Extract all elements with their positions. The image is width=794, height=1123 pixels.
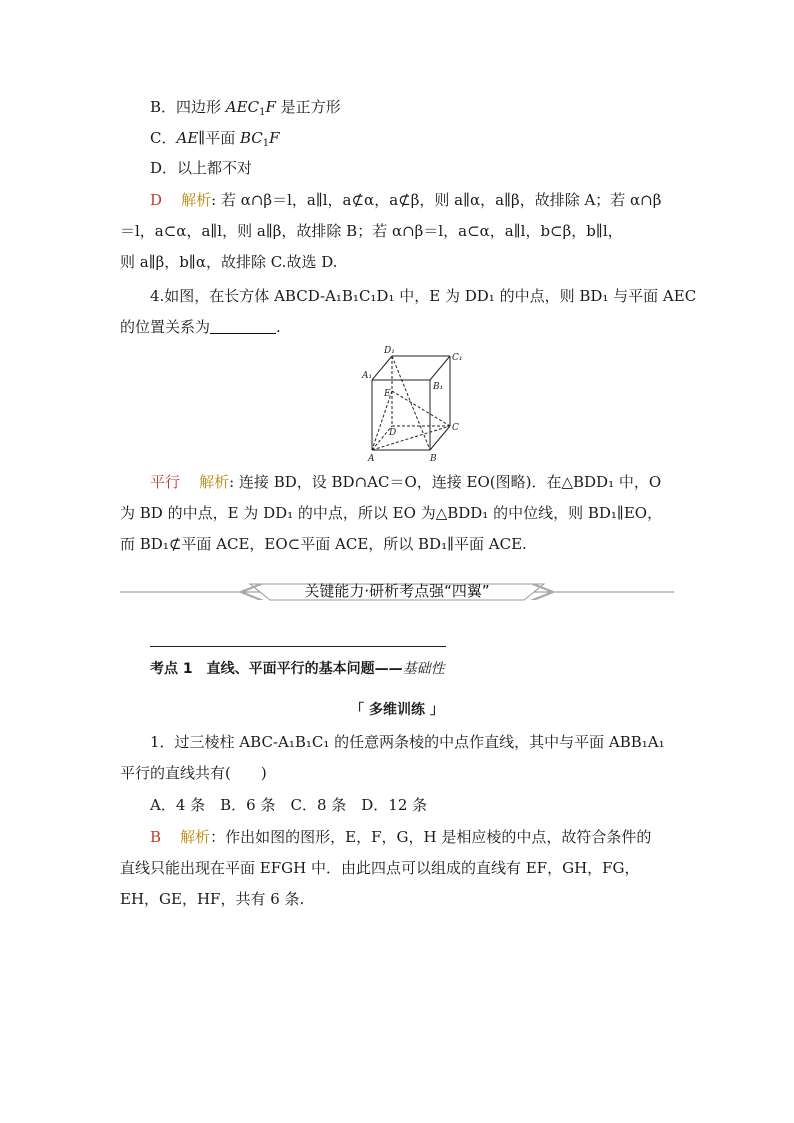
p1-solution-line-3: EH，GE，HF，共有 6 条.	[120, 890, 305, 908]
p1-solution-line-2: 直线只能出现在平面 EFGH 中．由此四点可以组成的直线有 EF，GH，FG，	[120, 859, 640, 877]
p1-jiexi-label: 解析	[180, 828, 211, 846]
q3-option-b: B．四边形 $AEC_1F$ 是正方形	[150, 98, 341, 118]
segment-ec	[392, 391, 450, 426]
p1-stem-line-1: 1．过三棱柱 ABC-A₁B₁C₁ 的任意两条棱的中点作直线，其中与平面 ABB₁A₁	[150, 733, 665, 751]
q4-solution-line-3: 而 BD₁⊄平面 ACE，EO⊂平面 ACE，所以 BD₁∥平面 ACE.	[120, 535, 527, 553]
q4-solution-line-2: 为 BD 的中点，E 为 DD₁ 的中点，所以 EO 为△BDD₁ 的中位线，则 BD₁∥EO，	[120, 504, 663, 522]
label-a1: A₁	[362, 371, 373, 381]
kaodian-tag: 基础性	[402, 661, 445, 677]
answer-blank	[210, 319, 276, 334]
edge-a1d1	[372, 356, 392, 380]
q3-solution-line-3: 则 a∥β，b∥α，故排除 C.故选 D.	[120, 253, 338, 271]
label-c: C	[452, 423, 459, 433]
q3-option-d: D．以上都不对	[150, 159, 253, 177]
kaodian-heading: 考点 1 直线、平面平行的基本问题——基础性	[150, 661, 445, 677]
divider	[150, 646, 446, 647]
label-b1: B₁	[433, 382, 444, 392]
segment-ac	[372, 426, 450, 450]
q3-option-c: C．AE∥平面 $BC_1F$	[150, 129, 280, 149]
banner-title: 关键能力·研析考点强“四翼”	[304, 582, 490, 600]
q3-solution-line-1: D 解析: 若 α∩β＝l，a∥l，a⊄α，a⊄β，则 a∥α，a∥β，故排除 A；若 α∩β	[150, 191, 662, 209]
q3-solution-line-2: ＝l，a⊂α，a∥l，则 a∥β，故排除 B；若 α∩β＝l，a⊂α，a∥l，b⊂β，b∥l，	[120, 222, 623, 240]
p1-answer: B	[150, 828, 162, 846]
cuboid-figure	[360, 342, 470, 466]
label-d1: D₁	[384, 346, 395, 356]
q3-jiexi-label: 解析	[181, 191, 212, 209]
duowei-title: 「 多维训练 」	[350, 702, 444, 718]
q4-solution-line-1: 平行 解析: 连接 BD，设 BD∩AC＝O，连接 EO(图略)．在△BDD₁ 中，O	[150, 473, 662, 491]
segment-ea	[372, 391, 392, 450]
label-a: A	[368, 454, 375, 464]
p1-options: A．4 条 B．6 条 C．8 条 D．12 条	[150, 796, 428, 814]
q4-stem-line-1: 4.如图，在长方体 ABCD-A₁B₁C₁D₁ 中，E 为 DD₁ 的中点，则 BD₁ 与平面 AEC	[150, 287, 697, 305]
p1-solution-line-1: B 解析：作出如图的图形，E，F，G，H 是相应棱的中点，故符合条件的	[150, 828, 652, 846]
edge-b1c1	[430, 356, 450, 380]
label-e: E	[384, 389, 391, 399]
section-banner	[120, 578, 674, 606]
q3-answer: D	[150, 191, 163, 209]
label-b: B	[430, 454, 437, 464]
segment-d1b	[392, 356, 430, 450]
label-d: D	[389, 428, 397, 438]
p1-stem-line-2: 平行的直线共有( )	[120, 764, 267, 782]
q4-stem-line-2: 的位置关系为 .	[120, 318, 281, 336]
q4-jiexi-label: 解析	[199, 473, 230, 491]
label-c1: C₁	[452, 353, 463, 363]
q4-answer: 平行	[150, 473, 181, 491]
